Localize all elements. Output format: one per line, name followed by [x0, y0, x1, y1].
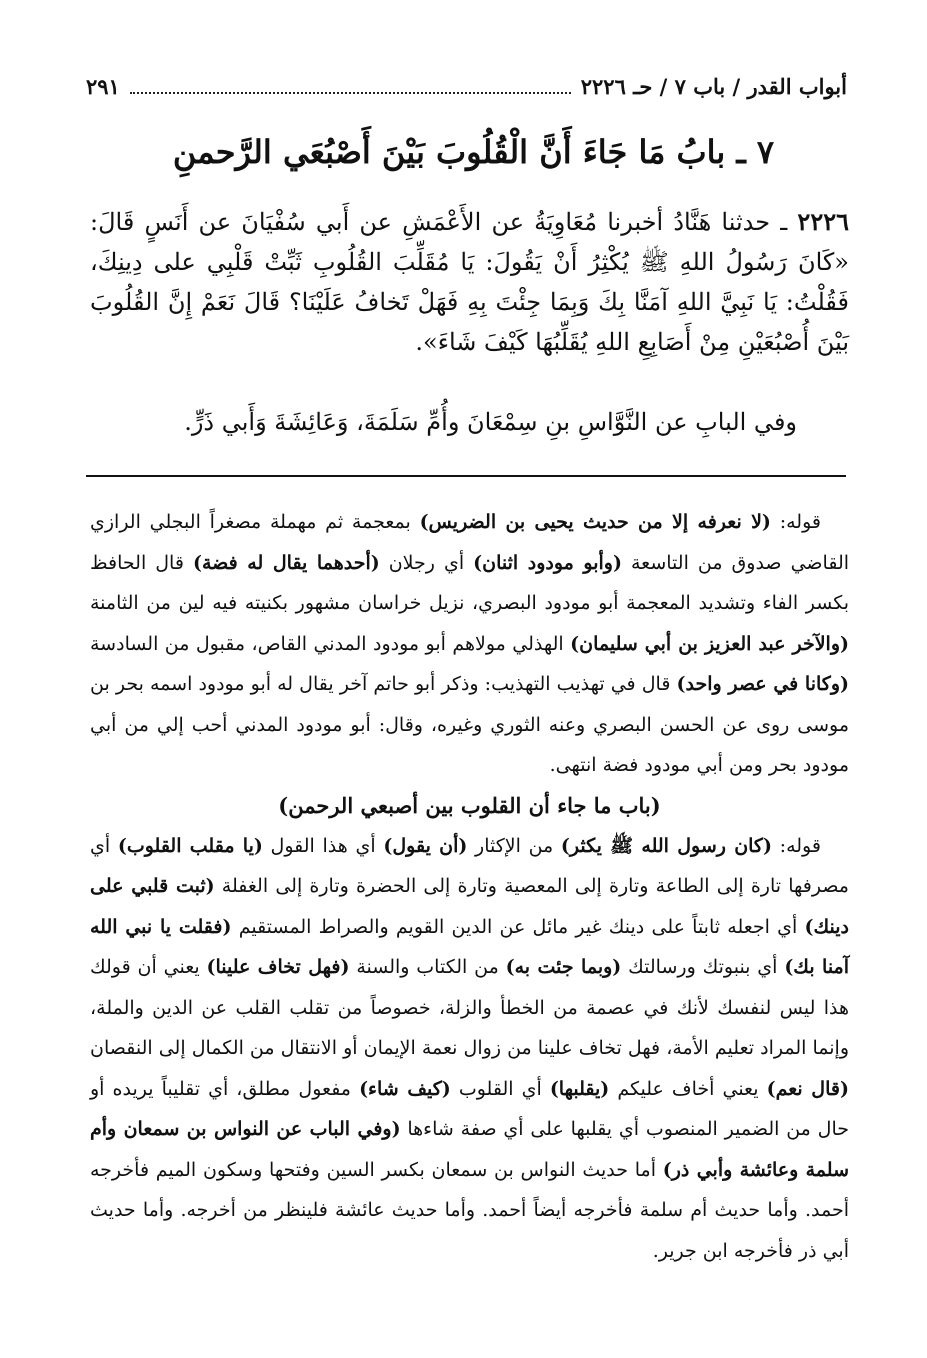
running-header	[86, 68, 847, 104]
hadith-number: ٢٢٢٦	[797, 207, 849, 236]
quoted-matn: (يا مقلب القلوب)	[117, 834, 263, 857]
commentary-text: قال الحافظ بكسر الفاء وتشديد المعجمة أبو مودود البصري، نزيل خراسان مشهور بكنيته فيه لين من الثامنة	[90, 551, 849, 614]
commentary-text: يعني أخاف عليكم	[609, 1077, 767, 1100]
quoted-matn: (فهل تخاف علينا)	[206, 956, 350, 978]
quoted-matn: (أن يقول)	[383, 834, 468, 857]
chapter-reference: أبواب القدر / باب ٧ / حـ ٢٢٢٦	[580, 73, 847, 99]
quoted-matn: (لا نعرفه إلا من حديث يحيى بن الضريس)	[419, 511, 771, 533]
quoted-matn: (وأبو مودود اثنان)	[473, 551, 622, 574]
commentary-text: أي اجعله ثابتاً على دينك غير مائل عن الدين القويم والصراط المستقيم	[231, 915, 805, 938]
commentary-text: يعني أن قولك هذا ليس لنفسك لأنك في عصمة من الخطأ والزلة، خصوصاً من تقلب القلب عن الدين والملة، وإنما المراد تعليم الأمة، فهل تخاف علينا من زوال نعمة الإيمان أو الانتقال من الكمال إلى النقصان	[90, 956, 849, 1059]
commentary-text: بمعجمة ثم مهملة مصغراً البجلي الرازي القاضي صدوق من التاسعة	[90, 511, 850, 574]
commentary-text: أي مصرفها تارة إلى الطاعة وتارة إلى المعصية وتارة إلى الحضرة وتارة إلى الغفلة	[90, 834, 849, 897]
chapter-title: ٧ ـ بابُ مَا جَاءَ أَنَّ الْقُلُوبَ بَيْنَ أَصْبُعَي الرَّحمنِ	[172, 133, 775, 171]
commentary-paragraph-2	[90, 826, 849, 1272]
commentary-text: من الإكثار	[467, 834, 561, 857]
commentary-text: مفعول مطلق، أي تقليباً يريده أو حال من الضمير المنصوب أي يقلبها على أي صفة شاءها	[90, 1077, 849, 1140]
commentary-text: أي القلوب	[450, 1077, 550, 1100]
page-number: ٢٩١	[86, 73, 120, 99]
commentary-sub-heading: (باب ما جاء أن القلوب بين أصبعي الرحمن)	[278, 792, 661, 818]
commentary-paragraph-1	[90, 502, 849, 786]
quoted-matn: (وبما جئت به)	[505, 956, 622, 978]
quoted-matn: (فقلت يا نبي الله آمنا بك)	[90, 915, 850, 978]
commentary-text: قال في تهذيب التهذيب: وذكر أبو حاتم آخر يقال له أبو مودود اسمه بحر بن موسى روى عن الحسن البصري وعنه الثوري وغيره، وقال: أبو مودود المدني أحب إلي من أبي مودود بحر ومن أبي مودود فضة انتهى.	[90, 673, 849, 776]
commentary-text: أما حديث النواس بن سمعان بكسر السين وفتحها وسكون الميم فأخرجه أحمد. وأما حديث أم سلمة فأخرجه أيضاً أحمد. وأما حديث عائشة فلينظر من أخرجه. وأما حديث أبي ذر فأخرجه ابن جرير.	[90, 1158, 849, 1262]
commentary-text: قوله:	[771, 834, 821, 857]
commentary-text: الهذلي مولاهم أبو مودود المدني القاص، مقبول من السادسة	[90, 632, 571, 655]
quoted-matn: (يقلبها)	[549, 1077, 610, 1100]
quoted-matn: (وكانا في عصر واحد)	[676, 673, 849, 695]
quoted-matn: (كان رسول الله ﷺ يكثر)	[560, 834, 772, 857]
quoted-matn: (وفي الباب عن النواس بن سمعان وأم سلمة وعائشة وأبي ذر)	[90, 1118, 850, 1181]
quoted-matn: (والآخر عبد العزيز بن أبي سليمان)	[570, 632, 849, 655]
commentary-block	[90, 502, 849, 1271]
quoted-matn: (كيف شاء)	[359, 1077, 451, 1100]
quoted-matn: (قال نعم)	[766, 1077, 849, 1100]
hadith-body: ـ حدثنا هَنَّادُ أخبرنا مُعَاوِيَةُ عن الأَعْمَشِ عن أَبي سُفْيَانَ عن أَنَسٍ قَالَ: «كَانَ رَسُولُ اللهِ ﷺ يُكْثِرُ أَنْ يَقُولَ: يَا مُقَلِّبَ القُلُوبِ ثَبِّتْ قَلْبِي على دِينِكَ، فَقُلْتُ: يَا نَبِيَّ اللهِ آمَنَّا بِكَ وَبِمَا جِئْتَ بِهِ فَهَلْ تَخافُ عَلَيْنَا؟ قَالَ نَعَمْ إِنَّ القُلُوبَ بَيْنَ أُصْبُعَيْنِ مِنْ أَصَابِعِ اللهِ يُقَلِّبُهَا كَيْفَ شَاءَ».	[90, 208, 849, 356]
hadith-text	[90, 202, 849, 362]
footnote-divider	[86, 475, 846, 477]
quoted-matn: (أحدهما يقال له فضة)	[192, 551, 380, 574]
commentary-text: أي رجلان	[379, 551, 474, 574]
commentary-text: أي بنبوتك ورسالتك	[621, 956, 785, 978]
commentary-text: قوله:	[770, 511, 821, 533]
leader-dots	[130, 68, 571, 94]
commentary-text: من الكتاب والسنة	[349, 956, 506, 978]
quoted-matn: (ثبت قلبي على دينك)	[90, 875, 849, 938]
commentary-text: أي هذا القول	[262, 834, 384, 857]
hadith-block	[90, 202, 849, 362]
fi-al-bab-line: وفي البابِ عن النَّوَّاسِ بنِ سِمْعَانَ وأُمِّ سَلَمَةَ، وَعَائِشَةَ وَأَبي ذَرٍّ.	[184, 408, 797, 436]
